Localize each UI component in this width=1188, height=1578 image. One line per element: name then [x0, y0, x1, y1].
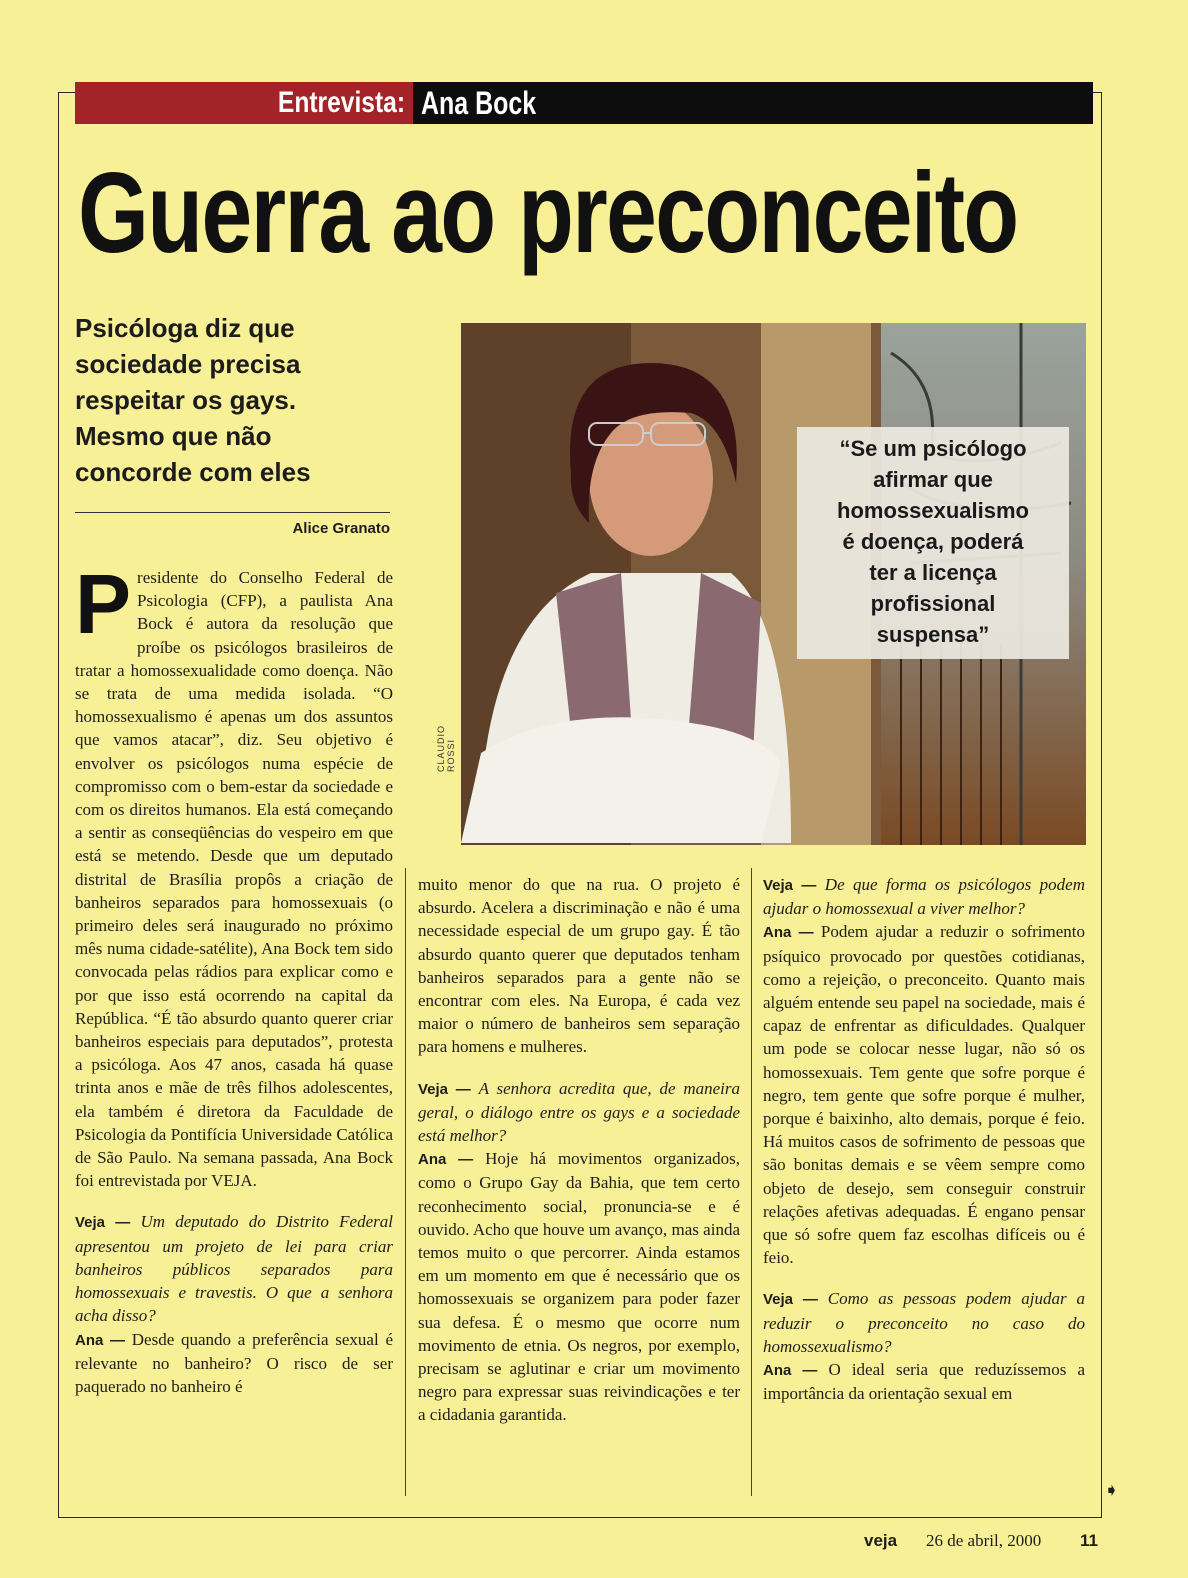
answer-2-text: Hoje há movimentos organizados, como o Grupo Gay da Bahia, que tem certo reconhecimento social, pronuncia-se e é ouvido. Acho que houve um avanço, mas ainda temos muito o que percorrer. Ainda estamos em um momento em que é necessário que os homossexuais se organizem para poder fazer sua defesa. É o mesmo que ocorre num movimento de etnia. Os negros, por exemplo, precisam se aglutinar e criar um movimento negro para expressar suas reivindicações e ter a cidadania garantida.: [418, 1149, 740, 1425]
pullquote-box: [797, 427, 1069, 659]
speaker-veja: Veja —: [763, 877, 817, 894]
page-footer: [864, 1531, 1096, 1555]
answer-1-continued: muito menor do que na rua. O projeto é absurdo. Acelera a discriminação e não é uma necessidade especial de um grupo gay. É tão absurdo quanto querer que deputados tenham banheiros separados para a gente não se encontrar com eles. Na Europa, é cada vez maior o número de banheiros sem separação para homens e mulheres.: [418, 875, 740, 1057]
headline: Guerra ao preconceito: [78, 150, 1018, 277]
byline-rule: [75, 512, 390, 513]
speaker-veja: Veja —: [75, 1214, 131, 1232]
speaker-veja: Veja —: [763, 1291, 818, 1309]
question-2: [418, 1077, 740, 1148]
portrait-photo: [461, 323, 1086, 845]
continue-arrow-icon: ➧: [1104, 1480, 1120, 1501]
question-1: [75, 1210, 393, 1327]
column-separator-1: [405, 868, 406, 1496]
column-3: [763, 873, 1085, 1405]
banner-label: Entrevista:: [277, 86, 405, 119]
intro-text: residente do Conselho Federal de Psicologia (CFP), a paulista Ana Bock é autora da resolução que proíbe os psicólogos brasileiros de tratar a homossexualidade como doença. Não se trata de uma medida isolada. “O homossexualismo é apenas um dos assuntos que vamos atacar”, diz. Seu objetivo é envolver os psicólogos numa espécie de compromisso com o bem-estar da sociedade e com os direitos humanos. Ela está começando a sentir as conseqüências do vespeiro em que está se metendo. Desde que um deputado distrital de Brasília propôs a criação de banheiros separados para homossexuais (o primeiro deles será inaugurado no próximo mês numa cidade-satélite), Ana Bock tem sido convocada pelas rádios para explicar como e por que isso está ocorrendo na capital da República. “É tão absurdo quanto querer criar banheiros especiais para deputados”, protesta a psicóloga. Aos 47 anos, casada há quase trinta anos e mãe de três filhos adolescentes, ela também é diretora da Faculdade de Psicologia da Pontifícia Universidade Católica de São Paulo. Na semana passada, Ana Bock foi entrevistada por VEJA.: [75, 568, 393, 1191]
drop-cap: P: [75, 557, 132, 651]
section-banner: [75, 82, 1093, 124]
question-2-text: A senhora acredita que, de maneira geral, o diálogo entre os gays e a sociedade está melhor?: [418, 1078, 740, 1146]
question-4-text: Como as pessoas podem ajudar a reduzir o preconceito no caso do homossexualismo?: [763, 1289, 1085, 1356]
issue-date: 26 de abril, 2000: [926, 1531, 1042, 1550]
answer-4-text: O ideal seria que reduzíssemos a importância da orientação sexual em: [763, 1360, 1085, 1404]
question-3: [763, 873, 1085, 920]
frame-bottom-rule: [58, 1517, 1102, 1518]
speaker-ana: Ana —: [763, 1362, 818, 1380]
answer-1-text: Desde quando a preferência sexual é relevante no banheiro? O risco de ser paquerado no banheiro é: [75, 1329, 393, 1396]
question-3-text: De que forma os psicólogos podem ajudar o homossexual a viver melhor?: [763, 875, 1086, 919]
question-1-text: Um deputado do Distrito Federal apresentou um projeto de lei para criar banheiros públicos separados para homossexuais e travestis. O que a senhora acha disso?: [75, 1212, 393, 1326]
page-number: 11: [1080, 1531, 1098, 1550]
speaker-ana: Ana —: [763, 924, 814, 942]
byline: Alice Granato: [292, 520, 390, 537]
column-1: [75, 557, 393, 1398]
pullquote-text: “Se um psicólogo afirmar que homossexualismo é doença, poderá ter a licença profissional suspensa”: [837, 436, 1029, 647]
speaker-ana: Ana —: [75, 1331, 126, 1349]
answer-4: [763, 1358, 1085, 1405]
answer-3-text: Podem ajudar a reduzir o sofrimento psíquico provocado por questões cotidianas, como a rejeição, o preconceito. Quanto mais alguém entende seu papel na sociedade, mais é capaz de enfrentar as dificuldades. Qualquer um pode se colocar nesse lugar, não só os homossexuais. Tem gente que sofre porque é negro, tem gente que sofre porque é mulher, porque é baixinho, alto demais, porque é feio. Há muitos casos de sofrimento de pessoas que são bonitas demais e se vêem sempre como objeto de desejo, sem conseguir construir relações afetivas adequadas. É engano pensar que só sofre quem faz escolhas difíceis ou é feio.: [763, 922, 1085, 1268]
answer-1: [75, 1328, 393, 1399]
deck-subtitle: Psicóloga diz que sociedade precisa respeitar os gays. Mesmo que não concorde com eles: [75, 313, 311, 487]
speaker-veja: Veja —: [418, 1080, 471, 1098]
answer-3: [763, 920, 1085, 1269]
question-4: [763, 1287, 1085, 1358]
interviewee-name: Ana Bock: [421, 85, 537, 121]
photo-credit: CLAUDIO ROSSI: [436, 724, 456, 772]
column-separator-2: [751, 868, 752, 1496]
column-2: [418, 873, 740, 1427]
answer-2: [418, 1147, 740, 1426]
frame-right-rule: [1101, 92, 1102, 1517]
frame-left-rule: [58, 92, 59, 1517]
speaker-ana: Ana —: [418, 1151, 474, 1169]
magazine-name: veja: [864, 1531, 898, 1550]
banner-red-block: [75, 82, 413, 124]
